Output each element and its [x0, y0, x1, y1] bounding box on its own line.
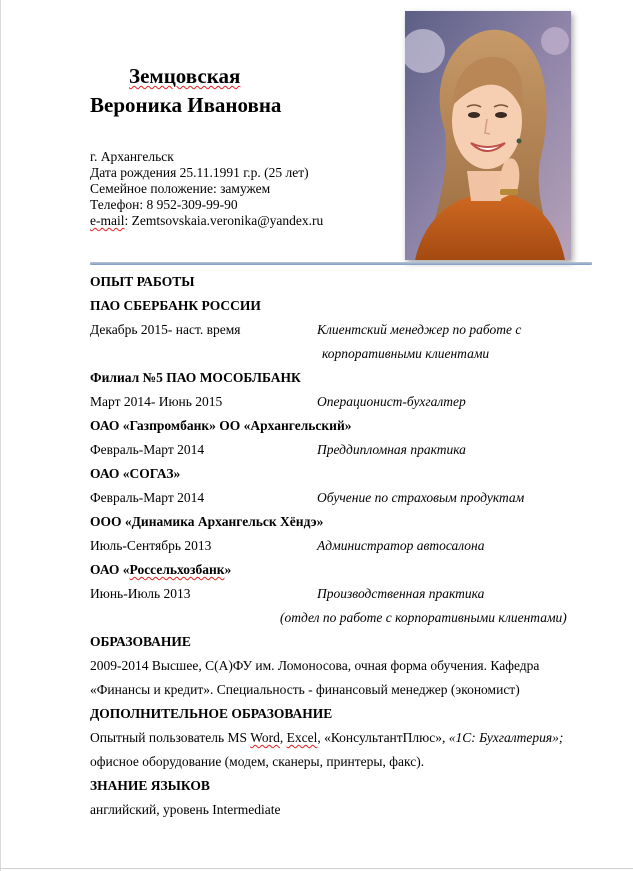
additional-line-2: офисное оборудование (модем, сканеры, принтеры, факс).: [90, 754, 425, 769]
job-company-6-name: Россельхозбанк: [129, 562, 225, 577]
skills-consultant: , «КонсультантПлюс»,: [317, 730, 449, 745]
email-address: : Zemtsovskaia.veronika@yandex.ru: [124, 213, 324, 228]
job-period-3: Февраль-Март 2014: [90, 442, 205, 457]
job-company-6: [90, 561, 231, 579]
job-period-1: Декабрь 2015- наст. время: [90, 322, 241, 337]
skill-word: Word: [250, 730, 280, 745]
job-role-4: Обучение по страховым продуктам: [317, 490, 525, 505]
job-company-2: Филиал №5 ПАО МОСОБЛБАНК: [90, 370, 301, 385]
surname-text: Земцовская: [129, 64, 241, 88]
education-line-2: «Финансы и кредит». Специальность - финансовый менеджер (экономист): [90, 682, 520, 697]
job-company-6-prefix: ОАО «: [90, 562, 130, 577]
skill-excel: Excel: [286, 730, 318, 745]
profile-photo: [405, 11, 571, 260]
job-role-1: Клиентский менеджер по работе с: [317, 322, 522, 337]
portrait-illustration: [405, 11, 571, 260]
job-role-2: Операционист-бухгалтер: [317, 394, 466, 409]
additional-line-1: [90, 729, 563, 747]
job-company-4: ОАО «СОГАЗ»: [90, 466, 181, 481]
job-period-4: Февраль-Март 2014: [90, 490, 205, 505]
surname: [129, 63, 240, 89]
section-heading-additional: ДОПОЛНИТЕЛЬНОЕ ОБРАЗОВАНИЕ: [90, 706, 333, 721]
page-edge-bottom: [0, 868, 633, 869]
job-period-5: Июль-Сентябрь 2013: [90, 538, 212, 553]
section-heading-work: ОПЫТ РАБОТЫ: [90, 274, 195, 289]
given-names: Вероника Ивановна: [90, 93, 282, 117]
job-role-3: Преддипломная практика: [317, 442, 466, 457]
job-company-5: ООО «Динамика Архангельск Хёндэ»: [90, 514, 324, 529]
job-company-6-suffix: »: [224, 562, 232, 577]
section-heading-languages: ЗНАНИЕ ЯЗЫКОВ: [90, 778, 210, 793]
education-line-1: 2009-2014 Высшее, С(А)ФУ им. Ломоносова, очная форма обучения. Кафедра: [90, 658, 540, 673]
job-company-3: ОАО «Газпромбанк» ОО «Архангельский»: [90, 418, 352, 433]
skills-sep-1: ,: [279, 730, 287, 745]
job-period-2: Март 2014- Июнь 2015: [90, 394, 223, 409]
page-edge-left: [0, 0, 1, 871]
job-role-6-cont: (отдел по работе с корпоративными клиентами): [280, 610, 567, 625]
job-role-1-cont: корпоративными клиентами: [322, 346, 490, 361]
section-heading-education: ОБРАЗОВАНИЕ: [90, 634, 191, 649]
contact-birth: Дата рождения 25.11.1991 г.р. (25 лет): [90, 165, 309, 180]
header-divider: [90, 262, 592, 265]
contact-email: [90, 213, 323, 229]
contact-city: г. Архангельск: [90, 149, 174, 164]
skill-1c: «1С: Бухгалтерия»;: [448, 730, 564, 745]
job-company-1: ПАО СБЕРБАНК РОССИИ: [90, 298, 261, 313]
job-period-6: Июнь-Июль 2013: [90, 586, 191, 601]
email-label: e-mail: [90, 213, 125, 228]
contact-phone: Телефон: 8 952-309-99-90: [90, 197, 238, 212]
languages-line-1: английский, уровень Intermediate: [90, 802, 281, 817]
skills-prefix: Опытный пользователь MS: [90, 730, 251, 745]
contact-marital: Семейное положение: замужем: [90, 181, 271, 196]
job-role-5: Администратор автосалона: [317, 538, 485, 553]
job-role-6: Производственная практика: [317, 586, 485, 601]
